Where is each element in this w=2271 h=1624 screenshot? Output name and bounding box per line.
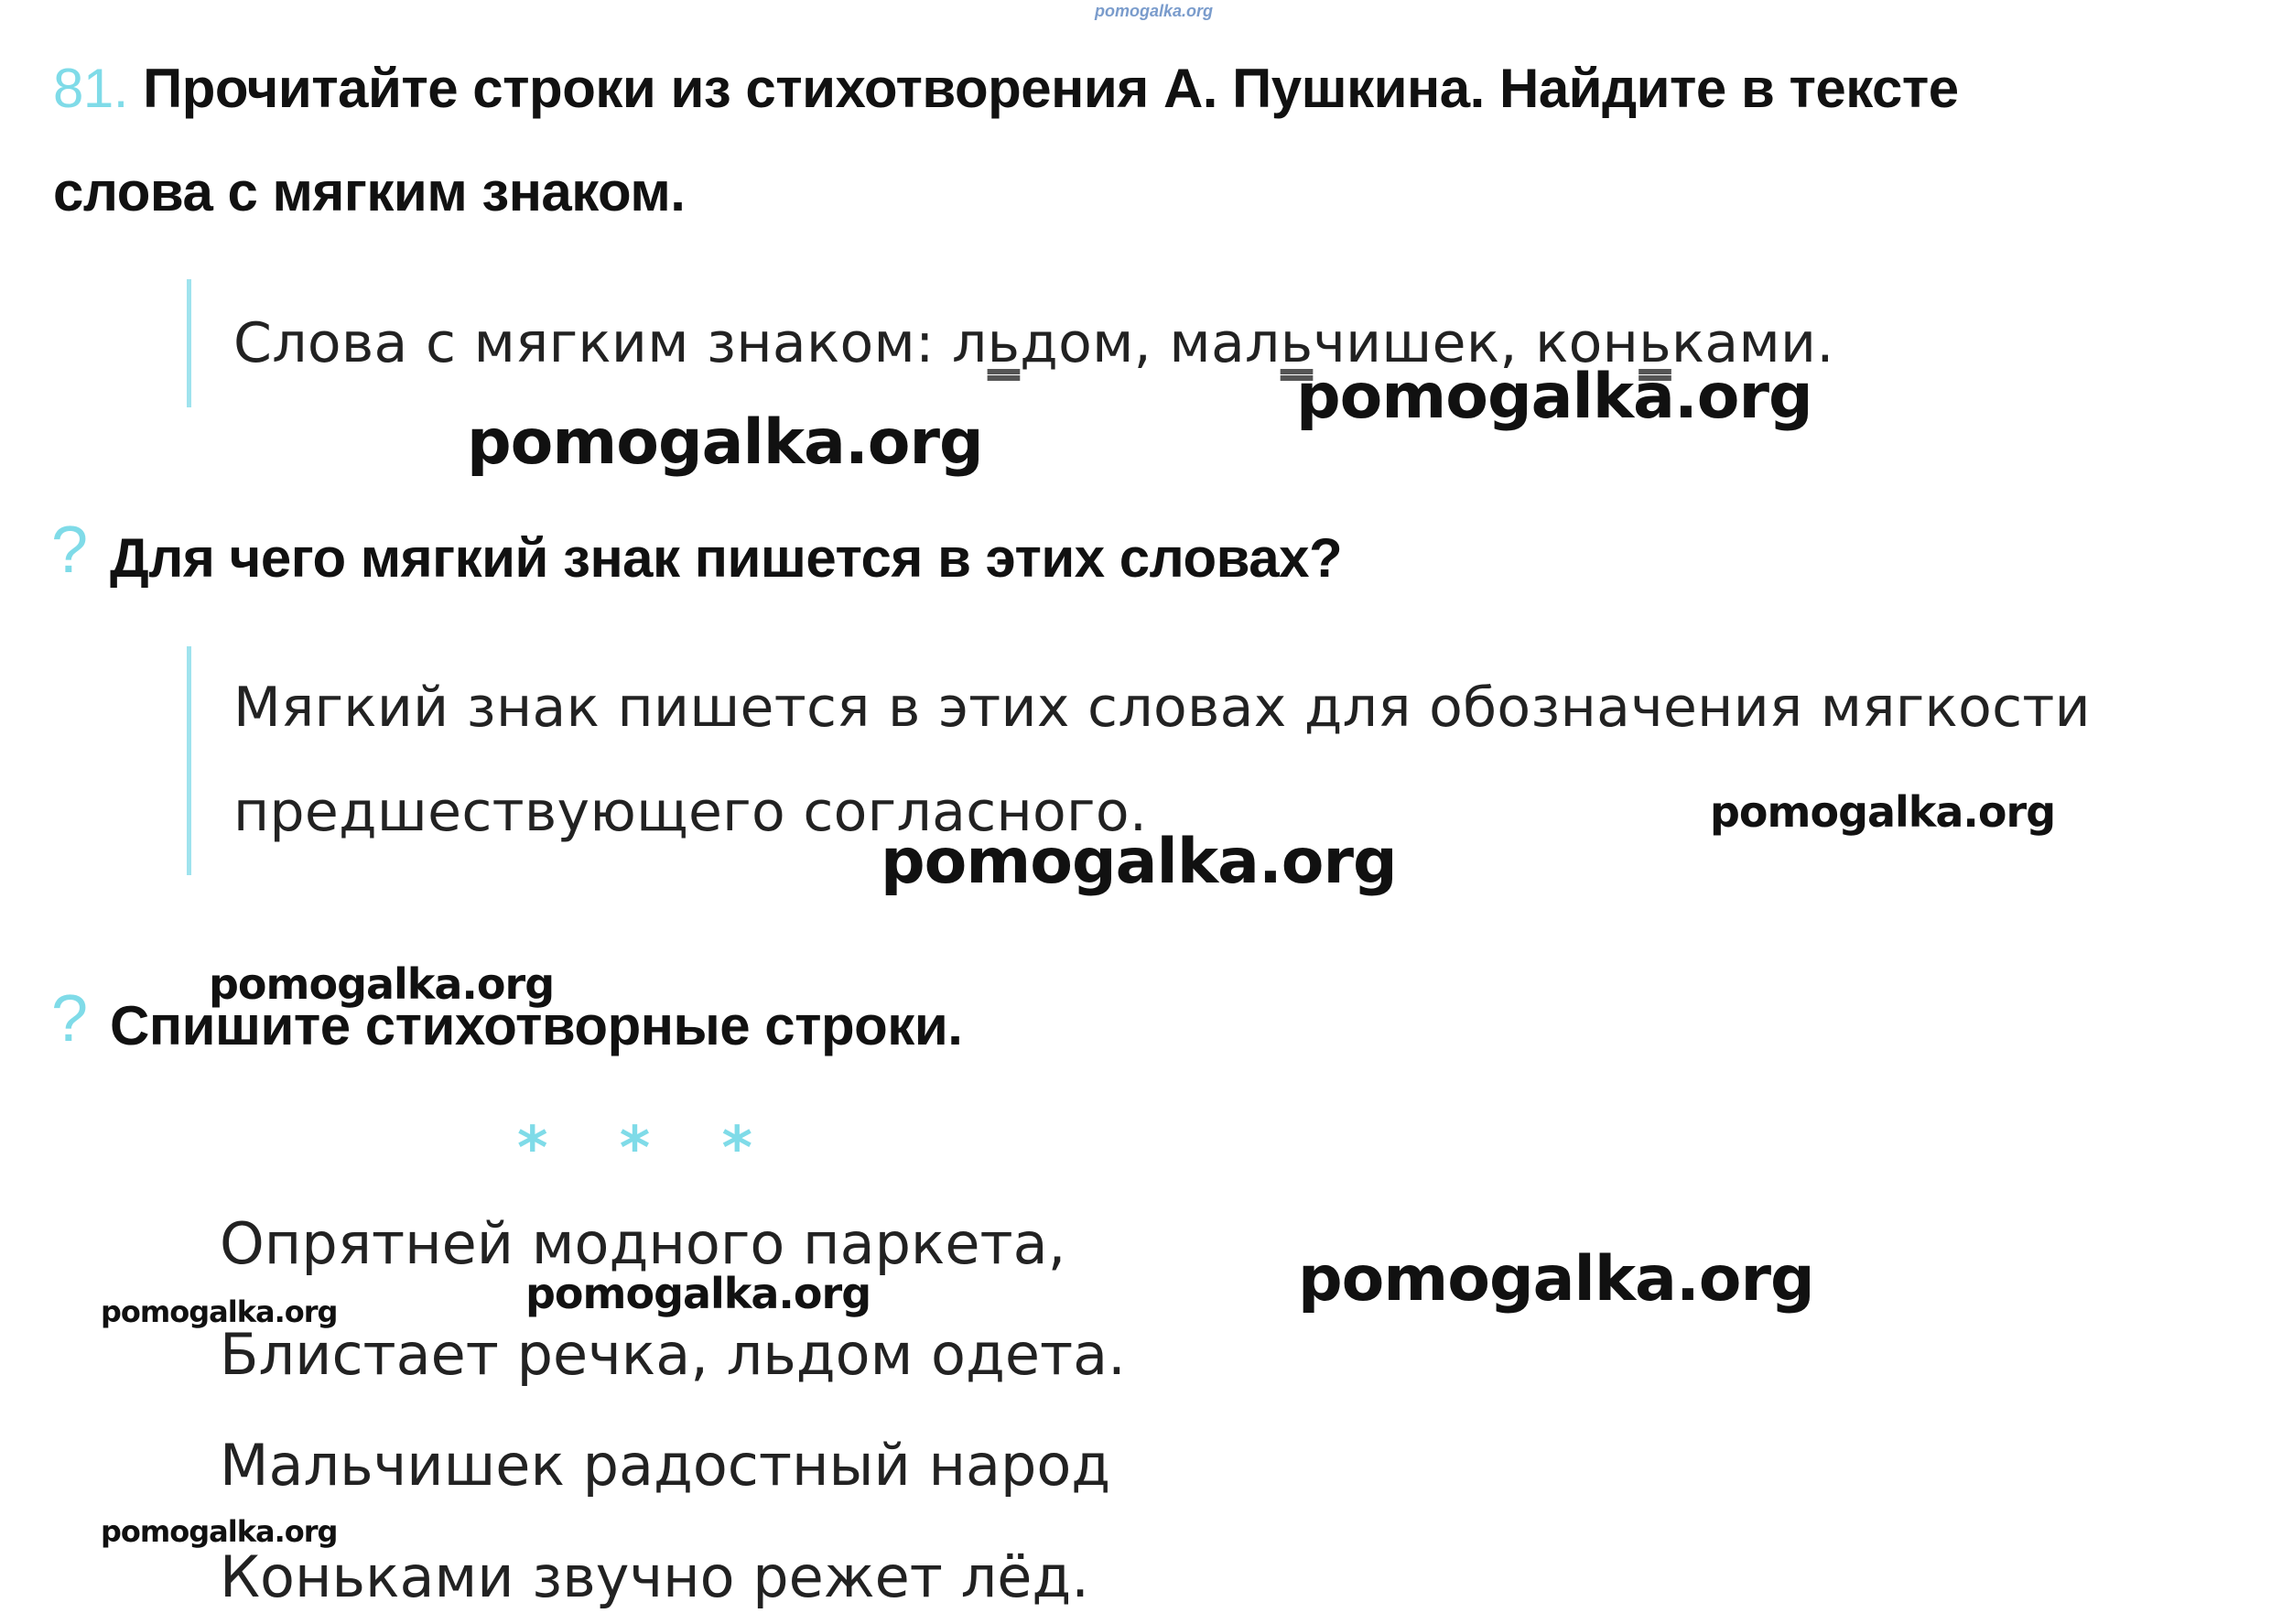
separator: , [1499,311,1536,375]
soft-sign-mark: ь [987,311,1021,375]
word-konkami-start: кон [1535,311,1639,375]
separator: , [1133,311,1170,375]
task-number: 81. [53,58,128,119]
question-text: Спишите стихотворные строки. [110,995,963,1056]
answer-prefix: Слова с мягким знаком: [233,311,952,375]
soft-sign-mark: ь [1280,311,1314,375]
watermark: pomogalka.org [467,406,983,479]
answer-line2: предшествующего согласного. [233,780,1148,844]
answer-accent-bar [187,279,191,407]
poem-line: Опрятней модного паркета, [220,1210,1066,1277]
watermark: pomogalka.org [1296,361,1812,433]
poem-line: Мальчишек радостный народ [220,1432,1111,1499]
task-heading-line2: слова с мягким знаком. [53,161,686,222]
word-konkami-end: ками. [1671,311,1834,375]
poem-stars: * * * [517,1115,778,1183]
word-ldom-end: дом [1020,311,1134,375]
watermark: pomogalka.org [101,1294,338,1329]
task-text-line1: Прочитайте строки из стихотворения А. Пушкина. Найдите в тексте [143,58,1959,119]
question-mark-icon: ? [51,982,89,1056]
word-ldom-start: л [951,311,988,375]
watermark: pomogalka.org [881,826,1397,898]
poem-line: Коньками звучно режет лёд. [220,1543,1089,1610]
watermark-top: pomogalka.org [1095,2,1214,20]
watermark: pomogalka.org [1710,787,2056,837]
watermark: pomogalka.org [101,1514,338,1549]
task-heading-line1 [53,57,1959,120]
watermark: pomogalka.org [525,1269,871,1318]
watermark: pomogalka.org [209,959,555,1009]
answer-accent-bar [187,646,191,875]
word-malchishek-end: чишек [1313,311,1500,375]
watermark: pomogalka.org [1298,1243,1814,1315]
soft-sign-mark: ь [1638,311,1671,375]
poem-line: Блистает речка, льдом одета. [220,1321,1126,1388]
answer-line1: Мягкий знак пишется в этих словах для обозначения мягкости [233,676,2091,740]
word-malchishek-start: мал [1169,311,1281,375]
question-text: Для чего мягкий знак пишется в этих словах? [110,527,1343,589]
question-mark-icon: ? [51,514,89,587]
